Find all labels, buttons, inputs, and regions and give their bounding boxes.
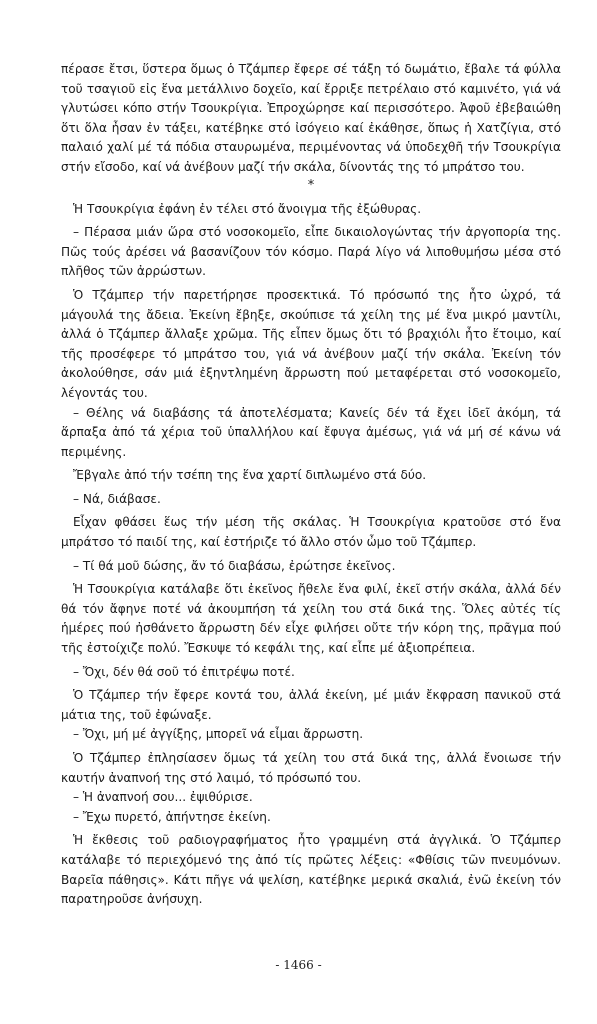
paragraph-12: Ὁ Τζάμπερ τήν ἔφερε κοντά του, ἀλλά ἐκείνη, μέ μιάν ἔκφραση πανικοῦ στά μάτια της, τοῦ ἐφώναξε. — [61, 688, 561, 722]
paragraph-13: – Ὄχι, μή μέ ἀγγίξης, μπορεῖ νά εἶμαι ἄρρωστη. — [73, 727, 364, 742]
paragraph-15: – Ἡ ἀναπνοή σου... ἐψιθύρισε. — [73, 790, 253, 805]
paragraph-11: – Ὄχι, δέν θά σοῦ τό ἐπιτρέψω ποτέ. — [73, 664, 295, 679]
paragraph-4: Ὁ Τζάμπερ τήν παρετήρησε προσεκτικά. Τό πρόσωπό της ἦτο ὠχρό, τά μάγουλά της ἄδεια. Ἐκείνη ἔβηξε, σκούπισε τά χείλη της μέ ἕνα μικρό μαντίλι, ἀλλά ὁ Τζάμπερ ἄλλαξε χρῶμα. Τῆς εἶπεν ὅμως ὅτι τό βραχιόλι ἦτο ἕτοιμο, καί τῆς προσέφερε τό μπράτσο του, γιά νά ἀνέβουν μαζί τήν σκάλα. Ἐκείνη τόν ἀκολούθησε, σάν μιά ἐξηντλημένη ἄρρωστη πού μεταφέρεται στό νοσοκομεῖο, λέγοντάς του. — [61, 287, 561, 400]
page-body — [61, 60, 561, 910]
paragraph-16: – Ἔχω πυρετό, ἀπήντησε ἐκείνη. — [73, 809, 271, 824]
section-separator: * — [307, 177, 315, 193]
paragraph-9: – Τί θά μοῦ δώσης, ἄν τό διαβάσω, ἐρώτησε ἐκεῖνος. — [73, 558, 396, 573]
paragraph-7: – Νά, διάβασε. — [73, 491, 161, 506]
paragraph-14: Ὁ Τζάμπερ ἐπλησίασεν ὅμως τά χείλη του στά δικά της, ἀλλά ἔνοιωσε τήν καυτήν ἀναπνοή της στό λαιμό, τό πρόσωπό του. — [61, 751, 561, 785]
paragraph-2: Ἡ Τσουκρίγια ἐφάνη ἐν τέλει στό ἄνοιγμα τῆς ἐξώθυρας. — [73, 201, 422, 216]
paragraph-17: Ἡ ἔκθεσις τοῦ ραδιογραφήματος ἦτο γραμμένη στά ἀγγλικά. Ὁ Τζάμπερ κατάλαβε τό περιεχόμενό της ἀπό τίς πρῶτες λέξεις: «Φθίσις τῶν πνευμόνων. Βαρεῖα πάθησις». Κάτι πῆγε νά ψελίση, κατέβηκε μερικά σκαλιά, ἐνῶ ἐκείνη τόν παρατηροῦσε ἀνήσυχη. — [61, 833, 561, 907]
paragraph-5: – Θέλης νά διαβάσης τά ἀποτελέσματα; Κανείς δέν τά ἔχει ἰδεῖ ἀκόμη, τά ἅρπαξα ἀπό τά χέρια τοῦ ὑπαλλήλου καί ἔφυγα ἀμέσως, γιά νά μή σέ κάνω νά περιμένης. — [61, 405, 561, 459]
paragraph-1: πέρασε ἔτσι, ὕστερα ὅμως ὁ Τζάμπερ ἔφερε σέ τάξη τό δωμάτιο, ἔβαλε τά φύλλα τοῦ τσαγιοῦ εἰς ἕνα μετάλλινο δοχεῖο, καί ἔρριξε πετρέλαιο στό καμινέτο, γιά νά γλυτώσει κόπο στήν Τσουκρίγια. Ἐπροχώρησε καί περισσότερο. Ἀφοῦ ἐβεβαιώθη ὅτι ὅλα ἦσαν ἐν τάξει, κατέβηκε στό ἰσόγειο καί ἐκάθησε, ὅπως ἡ Χατζίγια, στό παλαιό χαλί μέ τά πόδια σταυρωμένα, περιμένοντας νά ὑποδεχθῆ τήν Τσουκρίγια στήν εἴσοδο, καί νά ἀνέβουν μαζί τήν σκάλα, δίνοντάς της τό μπράτσο του. — [61, 62, 561, 174]
paragraph-6: Ἔβγαλε ἀπό τήν τσέπη της ἕνα χαρτί διπλωμένο στά δύο. — [73, 468, 427, 483]
page-number: - 1466 - — [275, 958, 322, 972]
paragraph-10: Ἡ Τσουκρίγια κατάλαβε ὅτι ἐκεῖνος ἤθελε ἕνα φιλί, ἐκεῖ στήν σκάλα, ἀλλά δέν θά τόν ἄφηνε ποτέ νά ἀκουμπήση τά χείλη του στά δικά της. Ὅλες αὐτές τίς ἡμέρες πού ἠσθάνετο ἄρρωστη δέν εἶχε φιλήσει οὔτε τήν κόρη της, πρᾶγμα πού τῆς ἐστοίχιζε πολύ. Ἔσκυψε τό κεφάλι της, καί εἶπε μέ ἀξιοπρέπεια. — [61, 582, 561, 656]
paragraph-8: Εἶχαν φθάσει ἕως τήν μέση τῆς σκάλας. Ἡ Τσουκρίγια κρατοῦσε στό ἕνα μπράτσο τό παιδί της, καί ἐστήριζε τό ἄλλο στόν ὦμο τοῦ Τζάμπερ. — [61, 515, 561, 550]
paragraph-3: – Πέρασα μιάν ὥρα στό νοσοκομεῖο, εἶπε δικαιολογώντας τήν ἀργοπορία της. Πῶς τούς ἀρέσει νά βασανίζουν τόν κόσμο. Παρά λίγο νά λιποθυμήσω μέσα στό πλῆθος τῶν ἀρρώστων. — [61, 225, 561, 279]
